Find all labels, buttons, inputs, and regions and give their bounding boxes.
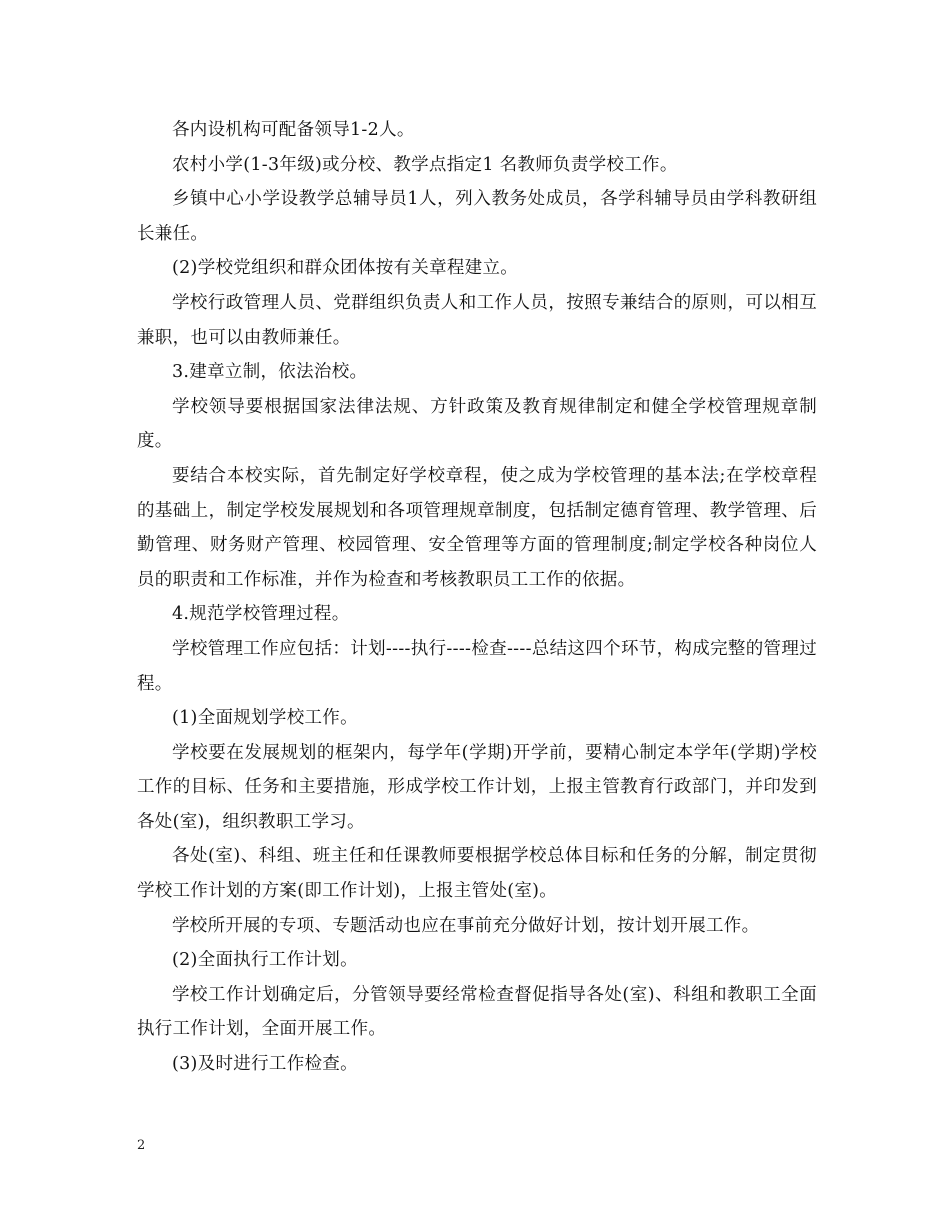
page-number: 2 <box>137 1138 146 1153</box>
section-heading: 4.规范学校管理过程。 <box>172 604 350 625</box>
paragraph: 各内设机构可配备领导1-2人。 <box>172 120 415 140</box>
paragraph: 学校领导要根据国家法律法规、方针政策及教育规律制定和健全学校管理规章制度。 <box>137 396 817 452</box>
paragraph: (2)学校党组织和群众团体按有关章程建立。 <box>172 258 519 279</box>
paragraph: 学校工作计划确定后，分管领导要经常检查督促指导各处(室)、科组和教职工全面执行工作计划，全面开展工作。 <box>137 984 817 1040</box>
paragraph: 乡镇中心小学设教学总辅导员1人，列入教务处成员，各学科辅导员由学科教研组长兼任。 <box>137 189 817 244</box>
section-heading: 3.建章立制，依法治校。 <box>172 362 368 383</box>
paragraph: 学校行政管理人员、党群组织负责人和工作人员，按照专兼结合的原则，可以相互兼职，也可以由教师兼任。 <box>137 292 817 348</box>
subsection-heading: (3)及时进行工作检查。 <box>172 1054 358 1075</box>
paragraph: 学校要在发展规划的框架内，每学年(学期)开学前，要精心制定本学年(学期)学校工作的目标、任务和主要措施，形成学校工作计划，上报主管教育行政部门，并印发到各处(室)，组织教职工学习。 <box>137 742 817 832</box>
paragraph: 各处(室)、科组、班主任和任课教师要根据学校总体目标和任务的分解，制定贯彻学校工作计划的方案(即工作计划)，上报主管处(室)。 <box>137 846 817 902</box>
paragraph: 学校所开展的专项、专题活动也应在事前充分做好计划，按计划开展工作。 <box>172 915 760 936</box>
subsection-heading: (2)全面执行工作计划。 <box>172 950 358 971</box>
document-body <box>137 113 817 1082</box>
paragraph: 学校管理工作应包括：计划----执行----检查----总结这四个环节，构成完整的管理过程。 <box>137 638 817 694</box>
subsection-heading: (1)全面规划学校工作。 <box>172 708 358 729</box>
paragraph: 要结合本校实际，首先制定好学校章程，使之成为学校管理的基本法;在学校章程的基础上，制定学校发展规划和各项管理规章制度，包括制定德育管理、教学管理、后勤管理、财务财产管理、校园管理、安全管理等方面的管理制度;制定学校各种岗位人员的职责和工作标准，并作为检查和考核教职员工工作的依据。 <box>137 465 817 590</box>
paragraph: 农村小学(1-3年级)或分校、教学点指定1 名教师负责学校工作。 <box>172 154 678 175</box>
